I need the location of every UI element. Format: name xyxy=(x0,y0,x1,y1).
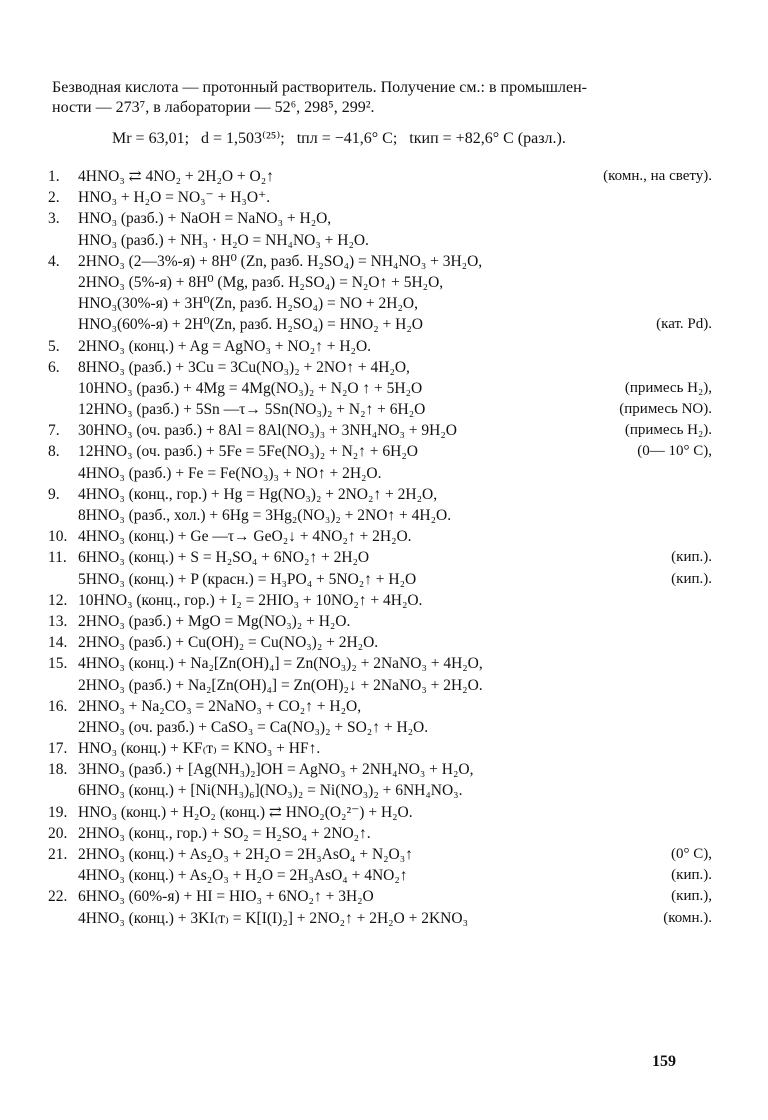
reaction-number: 3. xyxy=(48,210,60,228)
properties-line xyxy=(112,128,732,148)
reaction-number: 18. xyxy=(48,761,68,779)
reaction-row xyxy=(48,738,728,759)
reaction-row xyxy=(48,780,728,801)
reaction-equation: 12HNO₃ (разб.) + 5Sn —τ→ 5Sn(NO₃)₂ + N₂↑ + 6H₂O xyxy=(78,401,426,419)
reaction-equation: 4HNO₃ ⇄ 4NO₂ + 2H₂O + O₂↑ xyxy=(78,168,274,185)
reaction-number: 15. xyxy=(48,655,68,673)
reaction-equation: 6HNO₃ (конц.) + S = H₂SO₄ + 6NO₂↑ + 2H₂O xyxy=(78,549,370,567)
reaction-equation: 12HNO₃ (оч. разб.) + 5Fe = 5Fe(NO₃)₂ + N₂↑ + 6H₂O xyxy=(78,443,418,461)
reaction-row xyxy=(48,230,728,251)
reaction-equation: 6HNO₃ (конц.) + [Ni(NH₃)₆](NO₃)₂ = Ni(NO₃)₂ + 6NH₄NO₃. xyxy=(78,782,463,800)
reaction-equation: 8HNO₃ (разб., хол.) + 6Hg = 3Hg₂(NO₃)₂ + 2NO↑ + 4H₂O. xyxy=(78,507,452,524)
reaction-equation: HNO₃ + H₂O = NO₃⁻ + H₃O⁺. xyxy=(78,189,271,207)
reaction-row xyxy=(48,590,728,611)
reaction-row xyxy=(48,166,728,187)
reaction-equation: HNO₃(30%-я) + 3H⁰(Zn, разб. H₂SO₄) = NO + 2H₂O, xyxy=(78,295,418,313)
reaction-equation: 2HNO₃ (разб.) + MgO = Mg(NO₃)₂ + H₂O. xyxy=(78,612,351,630)
reaction-equation: 10HNO₃ (разб.) + 4Mg = 4Mg(NO₃)₂ + N₂O ↑ + 5H₂O xyxy=(78,379,423,397)
reaction-row xyxy=(48,357,728,378)
reaction-row xyxy=(48,314,728,335)
reaction-equation: 2HNO₃ (конц.) + As₂O₃ + 2H₂O = 2H₃AsO₄ + N₂O₃↑ xyxy=(78,846,413,863)
reaction-number: 1. xyxy=(48,168,60,185)
reaction-equation: 2HNO₃ (разб.) + Na₂[Zn(OH)₄] = Zn(OH)₂↓ + 2NaNO₃ + 2H₂O. xyxy=(78,676,483,694)
reaction-row xyxy=(48,378,728,399)
reaction-equation: 4HNO₃ (конц., гор.) + Hg = Hg(NO₃)₂ + 2NO₂↑ + 2H₂O, xyxy=(78,485,438,503)
reaction-equation: 4HNO₃ (конц.) + As₂O₃ + H₂O = 2H₃AsO₄ + 4NO₂↑ xyxy=(78,867,408,885)
reaction-equation: 30HNO₃ (оч. разб.) + 8Al = 8Al(NO₃)₃ + 3NH₄NO₃ + 9H₂O xyxy=(78,422,457,440)
reaction-number: 9. xyxy=(48,485,60,503)
reaction-row xyxy=(48,399,728,420)
reaction-number: 16. xyxy=(48,697,68,715)
reaction-row xyxy=(48,463,728,484)
reaction-equation: HNO₃ (конц.) + KF₍т₎ = KNO₃ + HF↑. xyxy=(78,740,321,758)
reaction-condition: (кип.). xyxy=(671,549,712,566)
reaction-number: 11. xyxy=(48,549,67,567)
reaction-equation: 4HNO₃ (конц.) + Na₂[Zn(OH)₄] = Zn(NO₃)₂ + 2NaNO₃ + 4H₂O, xyxy=(78,655,483,673)
reaction-row xyxy=(48,526,728,547)
reaction-number: 7. xyxy=(48,422,60,440)
reaction-number: 13. xyxy=(48,612,68,630)
intro-paragraph xyxy=(52,78,712,118)
reaction-equation: 2HNO₃ (оч. разб.) + CaSO₃ = Ca(NO₃)₂ + SO₂↑ + H₂O. xyxy=(78,718,429,736)
reaction-number: 10. xyxy=(48,528,68,546)
intro-line-1: Безводная кислота — протонный растворитель. Получение см.: в промышлен- xyxy=(52,79,587,96)
reaction-row xyxy=(48,547,728,568)
reaction-equation: 6HNO₃ (60%-я) + HI = HIO₃ + 6NO₂↑ + 3H₂O xyxy=(78,888,374,906)
reaction-row xyxy=(48,886,728,907)
reaction-condition: (кат. Pd). xyxy=(656,316,712,333)
reaction-equation: 5HNO₃ (конц.) + P (красн.) = H₃PO₄ + 5NO₂↑ + H₂O xyxy=(78,570,417,588)
reaction-equation: 4HNO₃ (конц.) + Ge —τ→ GeO₂↓ + 4NO₂↑ + 2H₂O. xyxy=(78,528,412,546)
reaction-row xyxy=(48,759,728,780)
reaction-row xyxy=(48,484,728,505)
reaction-row xyxy=(48,653,728,674)
reaction-row xyxy=(48,908,728,929)
reaction-condition: (0° C), xyxy=(671,846,712,862)
reaction-condition: (комн., на свету). xyxy=(603,168,712,184)
reaction-equation: 3HNO₃ (разб.) + [Ag(NH₃)₂]OH = AgNO₃ + 2NH₄NO₃ + H₂O, xyxy=(78,761,474,779)
reaction-condition: (0— 10° C), xyxy=(637,443,712,460)
reaction-number: 14. xyxy=(48,634,68,652)
reaction-equation: 2HNO₃ + Na₂CO₃ = 2NaNO₃ + CO₂↑ + H₂O, xyxy=(78,697,362,715)
reaction-row xyxy=(48,187,728,208)
reaction-condition: (кип.), xyxy=(671,888,712,905)
reaction-condition: (кип.). xyxy=(671,867,712,884)
reaction-equation: 2HNO₃ (разб.) + Cu(OH)₂ = Cu(NO₃)₂ + 2H₂O. xyxy=(78,634,379,652)
density: d = 1,503⁽²⁵⁾; xyxy=(201,130,285,147)
reaction-row xyxy=(48,505,728,526)
reaction-equation: 4HNO₃ (конц.) + 3KI₍т₎ = K[I(I)₂] + 2NO₂↑ + 2H₂O + 2KNO₃ xyxy=(78,909,468,927)
reaction-equation: HNO₃ (разб.) + NH₃ · H₂O = NH₄NO₃ + H₂O. xyxy=(78,231,369,249)
reaction-condition: (примесь H₂). xyxy=(624,422,712,439)
reaction-number: 8. xyxy=(48,443,60,461)
reaction-row xyxy=(48,696,728,717)
molar-mass: Mr = 63,01; xyxy=(112,130,190,147)
reaction-number: 22. xyxy=(48,888,68,906)
reaction-row xyxy=(48,865,728,886)
reaction-number: 12. xyxy=(48,591,68,609)
reaction-row xyxy=(48,844,728,865)
reaction-number: 6. xyxy=(48,358,60,376)
reaction-equation: 2HNO₃ (конц., гор.) + SO₂ = H₂SO₄ + 2NO₂↑. xyxy=(78,824,371,842)
reaction-row xyxy=(48,569,728,590)
reaction-condition: (примесь NO). xyxy=(619,401,712,418)
reaction-row xyxy=(48,441,728,462)
melting-point: tпл = −41,6° C; xyxy=(296,130,398,147)
boiling-point: tкип = +82,6° C (разл.). xyxy=(409,130,566,147)
reaction-number: 17. xyxy=(48,740,68,758)
reaction-row xyxy=(48,611,728,632)
reaction-row xyxy=(48,420,728,441)
reaction-list xyxy=(48,166,728,929)
reaction-number: 20. xyxy=(48,824,68,842)
reaction-row xyxy=(48,251,728,272)
reaction-equation: 8HNO₃ (разб.) + 3Cu = 3Cu(NO₃)₂ + 2NO↑ + 4H₂O, xyxy=(78,358,410,376)
reaction-number: 19. xyxy=(48,803,68,821)
reaction-condition: (комн.). xyxy=(663,909,712,926)
reaction-condition: (примесь H₂), xyxy=(624,379,712,396)
reaction-equation: 4HNO₃ (разб.) + Fe = Fe(NO₃)₃ + NO↑ + 2H₂O. xyxy=(78,464,382,482)
reaction-row xyxy=(48,802,728,823)
reaction-equation: 2HNO₃ (2—3%-я) + 8H⁰ (Zn, разб. H₂SO₄) = NH₄NO₃ + 3H₂O, xyxy=(78,252,483,270)
reaction-condition: (кип.). xyxy=(671,570,712,587)
reaction-row xyxy=(48,675,728,696)
reaction-row xyxy=(48,632,728,653)
reaction-row xyxy=(48,336,728,357)
page-number: 159 xyxy=(652,1053,676,1070)
intro-line-2: ности — 273⁷, в лаборатории — 52⁶, 298⁵, 299². xyxy=(52,99,375,116)
reaction-number: 2. xyxy=(48,189,60,207)
reaction-equation: HNO₃(60%-я) + 2H⁰(Zn, разб. H₂SO₄) = HNO₂ + H₂O xyxy=(78,316,423,334)
reaction-equation: 2HNO₃ (5%-я) + 8H⁰ (Mg, разб. H₂SO₄) = N₂O↑ + 5H₂O, xyxy=(78,273,444,291)
reaction-equation: 2HNO₃ (конц.) + Ag = AgNO₃ + NO₂↑ + H₂O. xyxy=(78,337,372,355)
reaction-equation: HNO₃ (конц.) + H₂O₂ (конц.) ⇄ HNO₂(O₂²⁻) + H₂O. xyxy=(78,803,413,821)
reaction-number: 21. xyxy=(48,846,68,863)
reaction-number: 5. xyxy=(48,337,60,355)
reaction-equation: 10HNO₃ (конц., гор.) + I₂ = 2HIO₃ + 10NO₂↑ + 4H₂O. xyxy=(78,591,423,609)
reaction-row xyxy=(48,293,728,314)
reaction-number: 4. xyxy=(48,252,60,270)
reaction-equation: HNO₃ (разб.) + NaOH = NaNO₃ + H₂O, xyxy=(78,210,332,228)
reaction-row xyxy=(48,208,728,229)
reaction-row xyxy=(48,823,728,844)
reaction-row xyxy=(48,272,728,293)
reaction-row xyxy=(48,717,728,738)
